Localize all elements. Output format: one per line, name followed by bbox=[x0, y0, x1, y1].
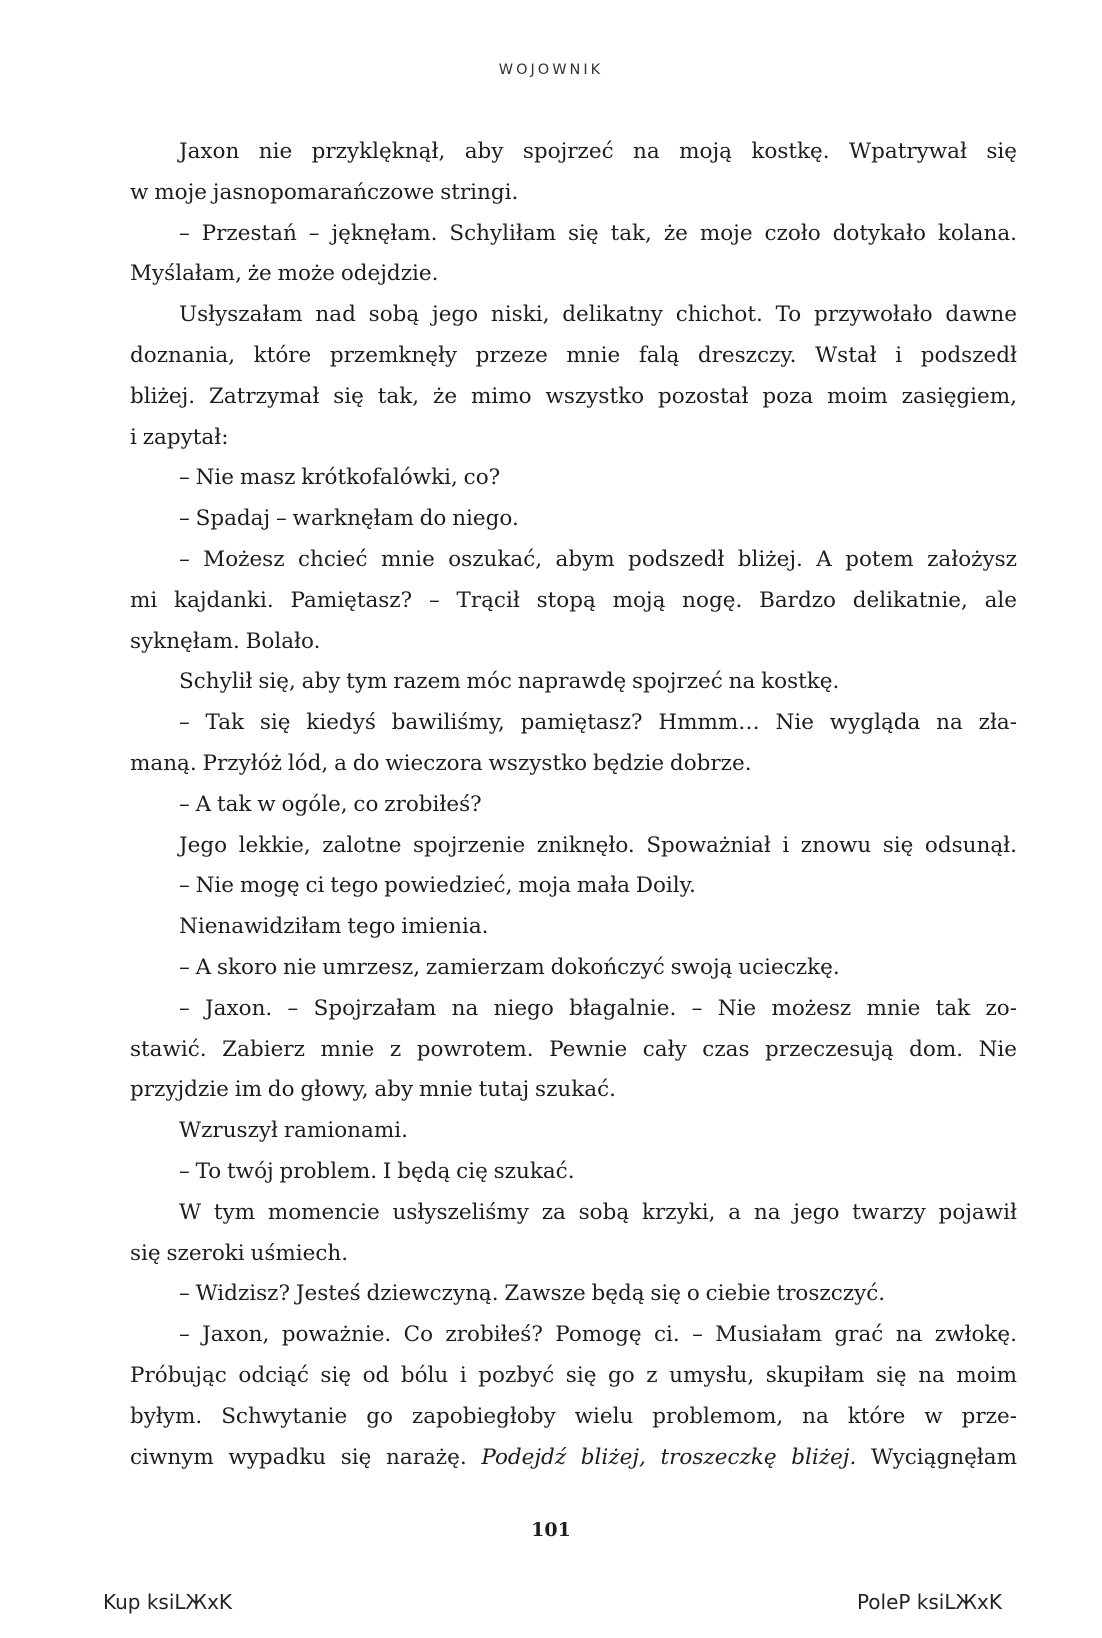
text-line: się szeroki uśmiech. bbox=[130, 1240, 349, 1266]
text-line: w moje jasnopomarańczowe stringi. bbox=[130, 179, 519, 205]
text-line: Nienawidziłam tego imienia. bbox=[179, 914, 489, 940]
text-line: Schylił się, aby tym razem móc naprawdę spojrzeć na kostkę. bbox=[179, 669, 840, 695]
text-line: – To twój problem. I będą cię szukać. bbox=[179, 1158, 575, 1184]
text-line: bliżej. Zatrzymał się tak, że mimo wszystko pozostał poza moim zasięgiem, bbox=[130, 383, 1017, 409]
text-line: – Przestań – jęknęłam. Schyliłam się tak, że moje czoło dotykało kolana. bbox=[179, 220, 1017, 246]
text-line: – Widzisz? Jesteś dziewczyną. Zawsze będą się o ciebie troszczyć. bbox=[179, 1281, 886, 1307]
text-line: Jego lekkie, zalotne spojrzenie zniknęło. Spoważniał i znowu się odsunął. bbox=[179, 832, 1017, 858]
text-line: i zapytał: bbox=[130, 424, 229, 450]
text-line: – Spadaj – warknęłam do niego. bbox=[179, 506, 519, 532]
text-line: doznania, które przemknęły przeze mnie falą dreszczy. Wstał i podszedł bbox=[130, 342, 1017, 368]
text-line: – Nie masz krótkofalówki, co? bbox=[179, 465, 501, 491]
text-line: – Tak się kiedyś bawiliśmy, pamiętasz? Hmmm… Nie wygląda na zła- bbox=[179, 710, 1017, 736]
text-line: maną. Przyłóż lód, a do wieczora wszystko będzie dobrze. bbox=[130, 750, 752, 776]
footer-right-text: PoleP ksiLЖxK bbox=[856, 1590, 1002, 1614]
text-line: byłym. Schwytanie go zapobiegłoby wielu problemom, na które w prze- bbox=[130, 1403, 1017, 1429]
text-line: Myślałam, że może odejdzie. bbox=[130, 261, 439, 287]
italic-text: Podejdź bliżej, troszeczkę bliżej. bbox=[481, 1444, 857, 1470]
text-line: przyjdzie im do głowy, aby mnie tutaj szukać. bbox=[130, 1077, 616, 1103]
text-line: – A skoro nie umrzesz, zamierzam dokończyć swoją ucieczkę. bbox=[179, 954, 840, 980]
text-line bbox=[130, 1438, 1017, 1479]
text-line: – Jaxon, poważnie. Co zrobiłeś? Pomogę ci. – Musiałam grać na zwłokę. bbox=[179, 1322, 1017, 1348]
text-line: Jaxon nie przyklęknął, aby spojrzeć na moją kostkę. Wpatrywał się bbox=[179, 139, 1017, 164]
page-number: 101 bbox=[531, 1519, 571, 1541]
text-line: – Jaxon. – Spojrzałam na niego błagalnie. – Nie możesz mnie tak zo- bbox=[179, 995, 1017, 1021]
text-line: Próbując odciąć się od bólu i pozbyć się go z umysłu, skupiłam się na moim bbox=[130, 1362, 1017, 1388]
text-line: – Nie mogę ci tego powiedzieć, moja mała Doily. bbox=[179, 873, 696, 899]
text-line: mi kajdanki. Pamiętasz? – Trącił stopą moją nogę. Bardzo delikatnie, ale bbox=[130, 587, 1017, 613]
text-line: – A tak w ogóle, co zrobiłeś? bbox=[179, 791, 482, 817]
text-line: Wzruszył ramionami. bbox=[179, 1118, 408, 1144]
body-text bbox=[130, 132, 1017, 1478]
running-header: WOJOWNIK bbox=[498, 62, 604, 78]
text-line: – Możesz chcieć mnie oszukać, abym podszedł bliżej. A potem założysz bbox=[179, 546, 1017, 572]
text-segment: ciwnym wypadku się narażę. bbox=[130, 1444, 467, 1470]
text-segment: Wyciągnęłam bbox=[870, 1444, 1017, 1470]
text-line: W tym momencie usłyszeliśmy za sobą krzyki, a na jego twarzy pojawił bbox=[179, 1199, 1017, 1225]
footer-left-text: Kup ksiLЖxK bbox=[103, 1590, 233, 1614]
text-line: stawić. Zabierz mnie z powrotem. Pewnie cały czas przeczesują dom. Nie bbox=[130, 1036, 1017, 1062]
text-line: Usłyszałam nad sobą jego niski, delikatny chichot. To przywołało dawne bbox=[179, 302, 1017, 328]
text-line: syknęłam. Bolało. bbox=[130, 628, 321, 654]
